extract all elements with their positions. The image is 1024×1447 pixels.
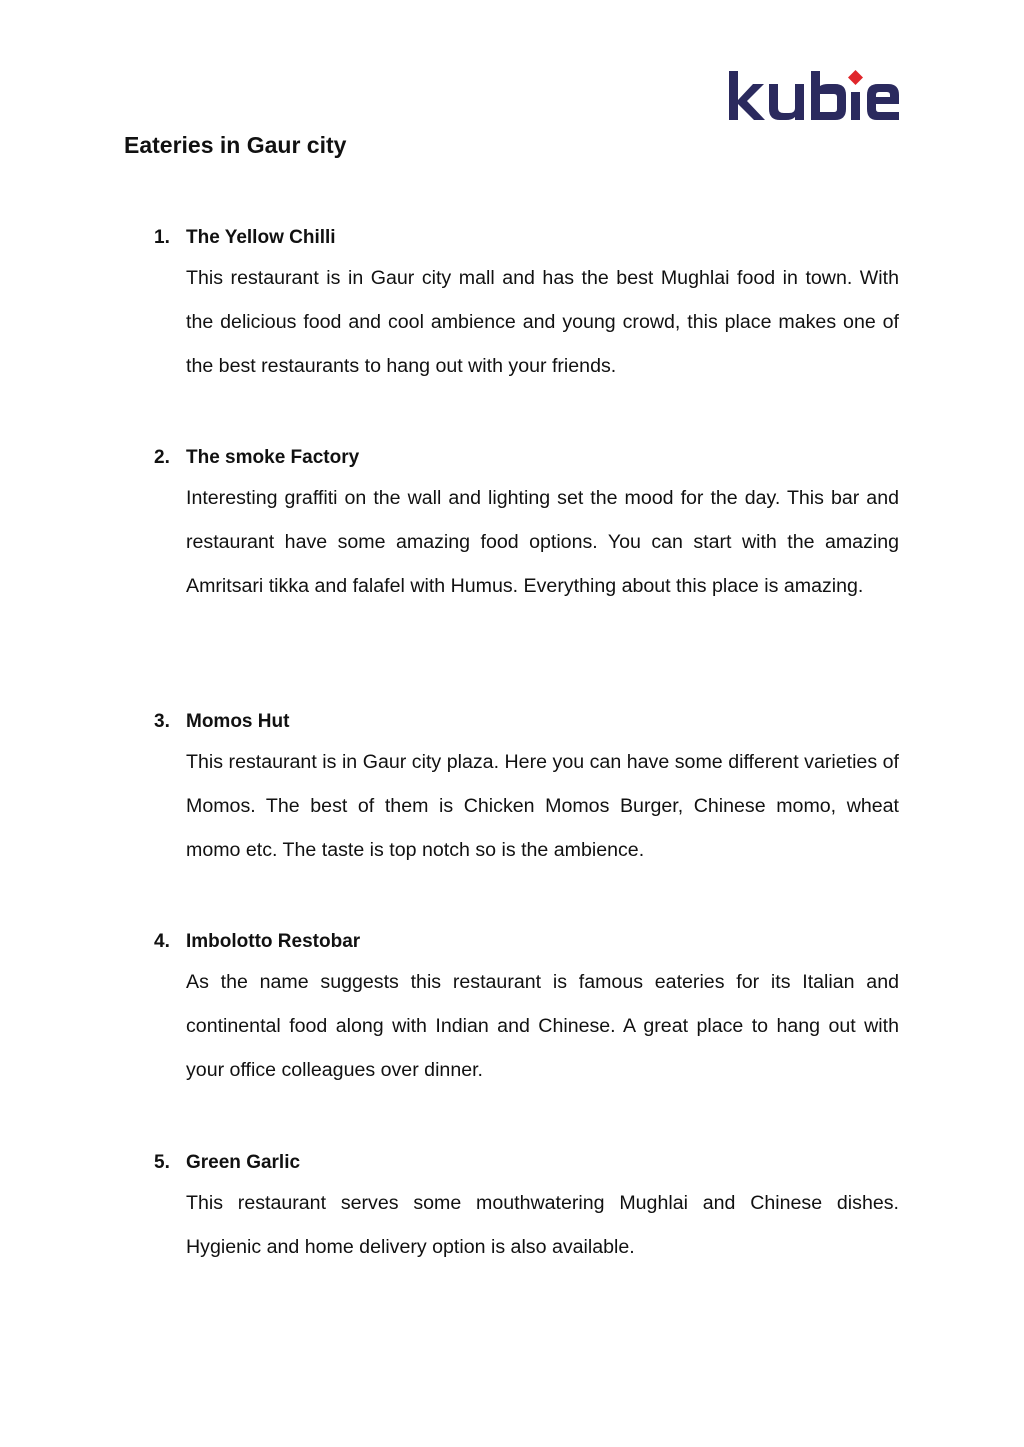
eatery-description: This restaurant is in Gaur city plaza. Here you can have some different varieties of Momos. The best of them is Chicken Momos Burger, Chinese momo, wheat momo etc. The taste is top notch so is the ambience. xyxy=(186,751,899,861)
eatery-name: Green Garlic xyxy=(186,1152,301,1173)
page-title: Eateries in Gaur city xyxy=(124,132,347,158)
eatery-description: This restaurant serves some mouthwatering Mughlai and Chinese dishes. Hygienic and home delivery option is also available. xyxy=(186,1192,899,1258)
list-number: 3. xyxy=(154,711,170,732)
list-number: 4. xyxy=(154,931,170,952)
eatery-name: Momos Hut xyxy=(186,711,290,732)
eatery-name: The Yellow Chilli xyxy=(186,227,336,248)
list-number: 1. xyxy=(154,227,170,248)
list-number: 5. xyxy=(154,1152,170,1173)
eatery-description: This restaurant is in Gaur city mall and has the best Mughlai food in town. With the delicious food and cool ambience and young crowd, this place makes one of the best restaurants to hang out with your friends. xyxy=(186,267,899,377)
eatery-description: As the name suggests this restaurant is famous eateries for its Italian and continental food along with Indian and Chinese. A great place to hang out with your office colleagues over dinner. xyxy=(186,971,899,1081)
list-number: 2. xyxy=(154,447,170,468)
eatery-description: Interesting graffiti on the wall and lighting set the mood for the day. This bar and restaurant have some amazing food options. You can start with the amazing Amritsari tikka and falafel with Humus. Everything about this place is amazing. xyxy=(186,487,899,597)
kube-logo xyxy=(729,68,899,124)
eatery-name: The smoke Factory xyxy=(186,447,360,468)
eatery-name: Imbolotto Restobar xyxy=(186,931,361,952)
